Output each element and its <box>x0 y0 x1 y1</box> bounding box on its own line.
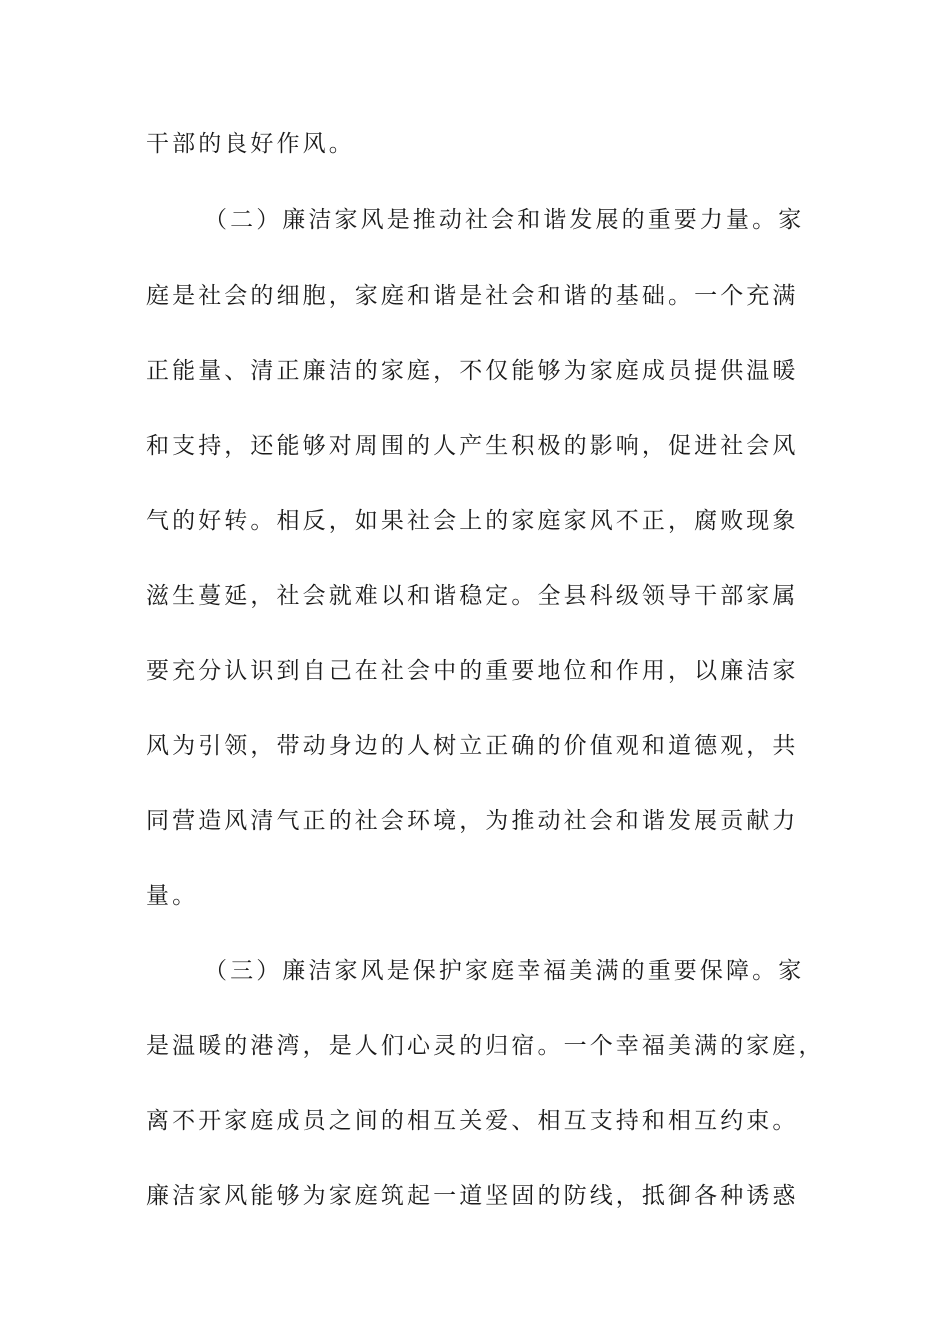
text-line: 和支持，还能够对周围的人产生积极的影响，促进社会风 <box>146 433 799 459</box>
text-line: 干部的良好作风。 <box>146 131 355 157</box>
text-line: 气的好转。相反，如果社会上的家庭家风不正，腐败现象 <box>146 508 799 534</box>
text-line: 风为引领，带动身边的人树立正确的价值观和道德观，共 <box>146 733 799 759</box>
section-heading-line: （二）廉洁家风是推动社会和谐发展的重要力量。家 <box>204 207 805 233</box>
text-line: 是温暖的港湾，是人们心灵的归宿。一个幸福美满的家庭， <box>146 1033 825 1059</box>
text-line: 要充分认识到自己在社会中的重要地位和作用，以廉洁家 <box>146 658 799 684</box>
text-line: 同营造风清气正的社会环境，为推动社会和谐发展贡献力 <box>146 808 799 834</box>
text-line: 滋生蔓延，社会就难以和谐稳定。全县科级领导干部家属 <box>146 583 799 609</box>
text-line: 廉洁家风能够为家庭筑起一道坚固的防线，抵御各种诱惑 <box>146 1183 799 1209</box>
section-heading-line: （三）廉洁家风是保护家庭幸福美满的重要保障。家 <box>204 958 805 984</box>
text-line: 庭是社会的细胞，家庭和谐是社会和谐的基础。一个充满 <box>146 283 799 309</box>
text-line: 正能量、清正廉洁的家庭，不仅能够为家庭成员提供温暖 <box>146 358 799 384</box>
text-line: 量。 <box>146 883 199 909</box>
text-line: 离不开家庭成员之间的相互关爱、相互支持和相互约束。 <box>146 1108 799 1134</box>
